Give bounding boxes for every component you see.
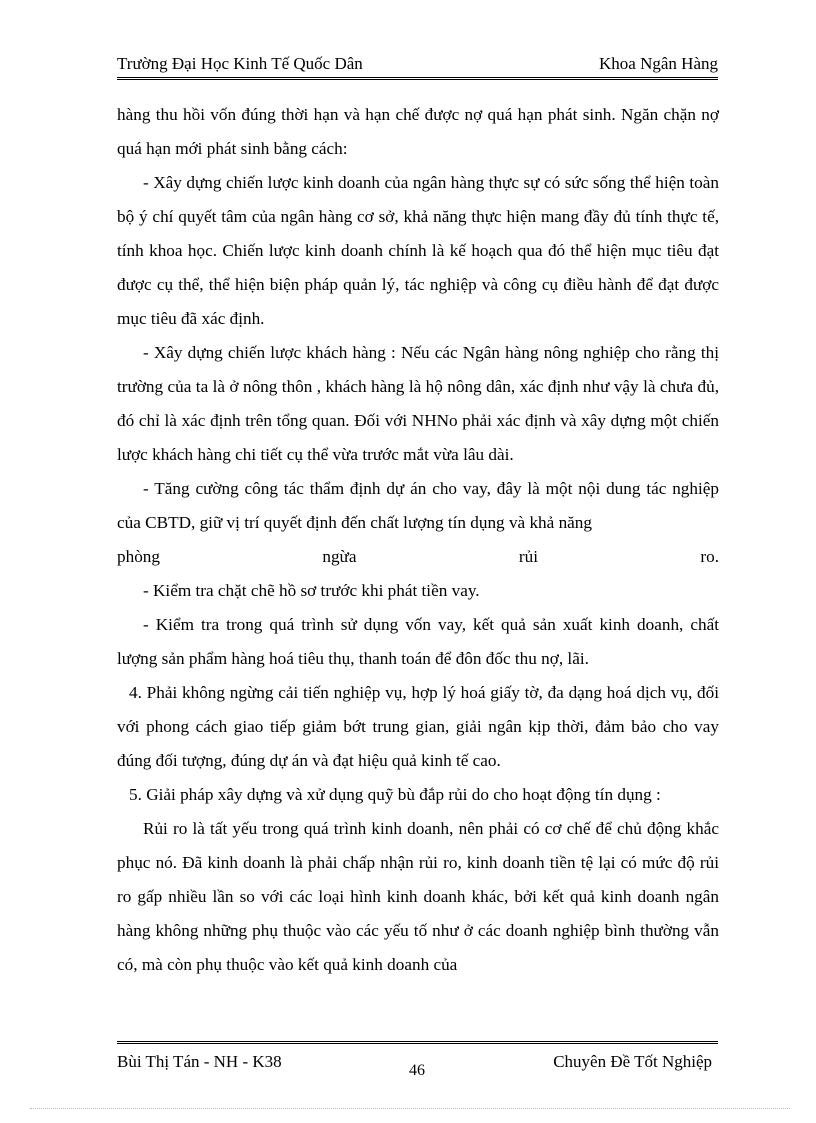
paragraph: hàng thu hồi vốn đúng thời hạn và hạn chế được nợ quá hạn phát sinh. Ngăn chặn nợ quá hạn mới phát sinh bằng cách: xyxy=(117,105,719,158)
paragraph: - Tăng cường công tác thẩm định dự án cho vay, đây là một nội dung tác nghiệp của CBTD, giữ vị trí quyết định đến chất lượng tín dụng và khả năng xyxy=(117,479,719,532)
page-header xyxy=(117,52,718,80)
page-footer xyxy=(117,1041,718,1090)
footer-document-type: Chuyên Đề Tốt Nghiệp xyxy=(553,1052,712,1071)
header-faculty-name: Khoa Ngân Hàng xyxy=(599,54,718,73)
page-bottom-divider xyxy=(30,1108,790,1109)
paragraph: - Kiểm tra chặt chẽ hồ sơ trước khi phát tiền vay. xyxy=(143,581,480,600)
page-number: 46 xyxy=(409,1062,425,1079)
paragraph: - Xây dựng chiến lược khách hàng : Nếu các Ngân hàng nông nghiệp cho rằng thị trường của ta là ở nông thôn , khách hàng là hộ nông dân, xác định như vậy là chưa đủ, đó chỉ là xác định trên tổng quan. Đối với NHNo phải xác định và xây dựng một chiến lược khách hàng chi tiết cụ thể vừa trước mắt vừa lâu dài. xyxy=(117,343,719,464)
paragraph: - Xây dựng chiến lược kinh doanh của ngân hàng thực sự có sức sống thể hiện toàn bộ ý chí quyết tâm của ngân hàng cơ sở, khả năng thực hiện mang đầy đủ tính thực tế, tính khoa học. Chiến lược kinh doanh chính là kế hoạch qua đó thể hiện mục tiêu đạt được cụ thể, thể hiện biện pháp quản lý, tác nghiệp và công cụ điều hành để đạt được mục tiêu đã xác định. xyxy=(117,173,719,328)
paragraph: 5. Giải pháp xây dựng và xử dụng quỹ bù đắp rủi do cho hoạt động tín dụng : xyxy=(129,785,661,804)
document-body xyxy=(117,98,719,982)
paragraph: Rủi ro là tất yếu trong quá trình kinh doanh, nên phải có cơ chế để chủ động khắc phục nó. Đã kinh doanh là phải chấp nhận rủi ro, kinh doanh tiền tệ lại có mức độ rủi ro gấp nhiều lần so với các loại hình kinh doanh khác, bởi kết quả kinh doanh ngân hàng không những phụ thuộc vào các yếu tố như ở các doanh nghiệp bình thường vẫn có, mà còn phụ thuộc vào kết quả kinh doanh của xyxy=(117,819,719,974)
paragraph: - Kiểm tra trong quá trình sử dụng vốn vay, kết quả sản xuất kinh doanh, chất lượng sản phẩm hàng hoá tiêu thụ, thanh toán để đôn đốc thu nợ, lãi. xyxy=(117,615,719,668)
paragraph: phòng ngừa rủi ro. xyxy=(117,547,719,566)
paragraph: 4. Phải không ngừng cải tiến nghiệp vụ, hợp lý hoá giấy tờ, đa dạng hoá dịch vụ, đối với phong cách giao tiếp giảm bớt trung gian, giải ngân kịp thời, đảm bảo cho vay đúng đối tượng, đúng dự án và đạt hiệu quả kinh tế cao. xyxy=(117,683,719,770)
header-school-name: Trường Đại Học Kinh Tế Quốc Dân xyxy=(117,54,363,73)
footer-author: Bùi Thị Tán - NH - K38 xyxy=(117,1052,282,1071)
